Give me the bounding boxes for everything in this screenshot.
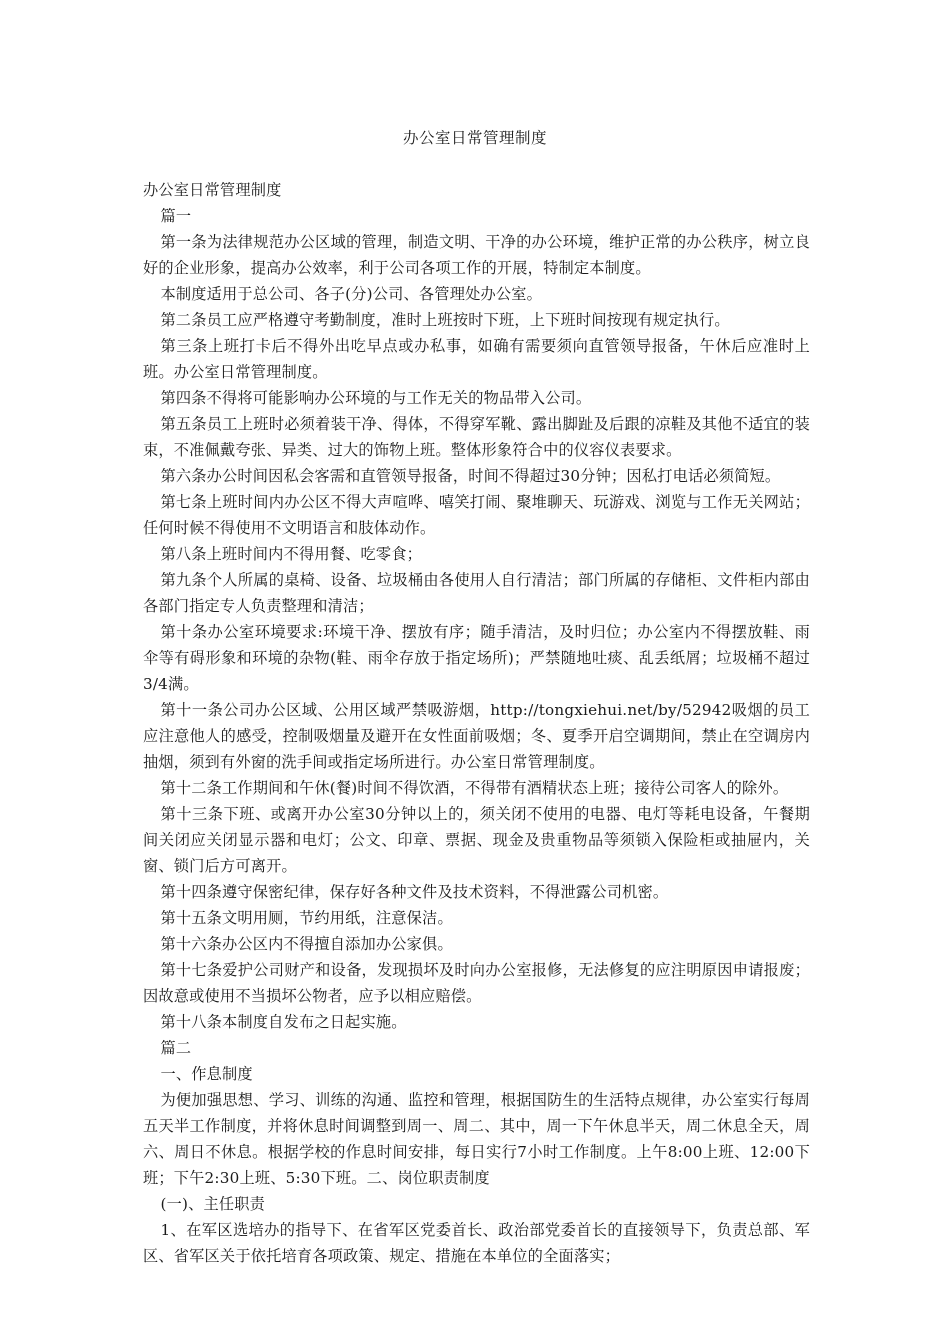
paragraph: 第七条上班时间内办公区不得大声喧哗、嘻笑打闹、聚堆聊天、玩游戏、浏览与工作无关网站；任何时候不得使用不文明语言和肢体动作。 xyxy=(143,493,810,537)
paragraph: 1、在军区选培办的指导下、在省军区党委首长、政治部党委首长的直接领导下，负责总部、军区、省军区关于依托培育各项政策、规定、措施在本单位的全面落实； xyxy=(143,1221,810,1265)
paragraph: 第十条办公室环境要求:环境干净、摆放有序；随手清洁，及时归位；办公室内不得摆放鞋、雨伞等有碍形象和环境的杂物(鞋、雨伞存放于指定场所)；严禁随地吐痰、乱丢纸屑；垃圾桶不超过3/4满。 xyxy=(143,623,810,693)
paragraph: 第五条员工上班时必须着装干净、得体，不得穿军靴、露出脚趾及后跟的凉鞋及其他不适宜的装束，不准佩戴夸张、异类、过大的饰物上班。整体形象符合中的仪容仪表要求。 xyxy=(143,415,810,459)
document-body xyxy=(143,177,810,1269)
paragraph: 第八条上班时间内不得用餐、吃零食； xyxy=(160,545,423,563)
paragraph: 第十六条办公区内不得擅自添加办公家俱。 xyxy=(160,935,453,953)
paragraph: 第四条不得将可能影响办公环境的与工作无关的物品带入公司。 xyxy=(160,389,592,407)
document-title: 办公室日常管理制度 xyxy=(402,129,547,147)
paragraph: 第十三条下班、或离开办公室30分钟以上的，须关闭不使用的电器、电灯等耗电设备，午餐期间关闭应关闭显示器和电灯；公文、印章、票据、现金及贵重物品等须锁入保险柜或抽屉内，关窗、锁门后方可离开。 xyxy=(143,805,810,875)
paragraph: 第十二条工作期间和午休(餐)时间不得饮酒，不得带有酒精状态上班；接待公司客人的除外。 xyxy=(160,779,789,797)
paragraph: 第三条上班打卡后不得外出吃早点或办私事，如确有需要须向直管领导报备，午休后应准时上班。办公室日常管理制度。 xyxy=(143,337,810,381)
paragraph: 第二条员工应严格遵守考勤制度，准时上班按时下班，上下班时间按现有规定执行。 xyxy=(160,311,730,329)
paragraph: 第十八条本制度自发布之日起实施。 xyxy=(160,1013,407,1031)
paragraph: 第六条办公时间因私会客需和直管领导报备，时间不得超过30分钟；因私打电话必须简短。 xyxy=(160,467,781,485)
subsection-heading: (一)、主任职责 xyxy=(160,1195,266,1213)
section-heading: 一、作息制度 xyxy=(160,1065,253,1083)
paragraph: 第一条为法律规范办公区域的管理，制造文明、干净的办公环境，维护正常的办公秩序，树立良好的企业形象，提高办公效率，利于公司各项工作的开展，特制定本制度。 xyxy=(143,233,810,277)
section-label-part-1: 篇一 xyxy=(160,207,192,225)
paragraph: 为便加强思想、学习、训练的沟通、监控和管理，根据国防生的生活特点规律，办公室实行每周五天半工作制度，并将休息时间调整到周一、周二、其中，周一下午休息半天，周二休息全天，周六、周日不休息。根据学校的作息时间安排，每日实行7小时工作制度。上午8:00上班、12:00下班；下午2:30上班、5:30下班。二、岗位职责制度 xyxy=(143,1091,810,1187)
section-label-part-2: 篇二 xyxy=(160,1039,192,1057)
paragraph: 本制度适用于总公司、各子(分)公司、各管理处办公室。 xyxy=(160,285,543,303)
paragraph: 第十五条文明用厕，节约用纸，注意保洁。 xyxy=(160,909,453,927)
paragraph: 第十一条公司办公区域、公用区域严禁吸游烟，http://tongxiehui.net/by/52942吸烟的员工应注意他人的感受，控制吸烟量及避开在女性面前吸烟；冬、夏季开启空调期间，禁止在空调房内抽烟，须到有外窗的洗手间或指定场所进行。办公室日常管理制度。 xyxy=(143,701,810,771)
paragraph: 第十七条爱护公司财产和设备，发现损坏及时向办公室报修，无法修复的应注明原因申请报废；因故意或使用不当损坏公物者，应予以相应赔偿。 xyxy=(143,961,810,1005)
body-heading: 办公室日常管理制度 xyxy=(143,181,282,199)
paragraph: 第十四条遵守保密纪律，保存好各种文件及技术资料，不得泄露公司机密。 xyxy=(160,883,669,901)
paragraph: 第九条个人所属的桌椅、设备、垃圾桶由各使用人自行清洁；部门所属的存储柜、文件柜内部由各部门指定专人负责整理和清洁； xyxy=(143,571,810,615)
